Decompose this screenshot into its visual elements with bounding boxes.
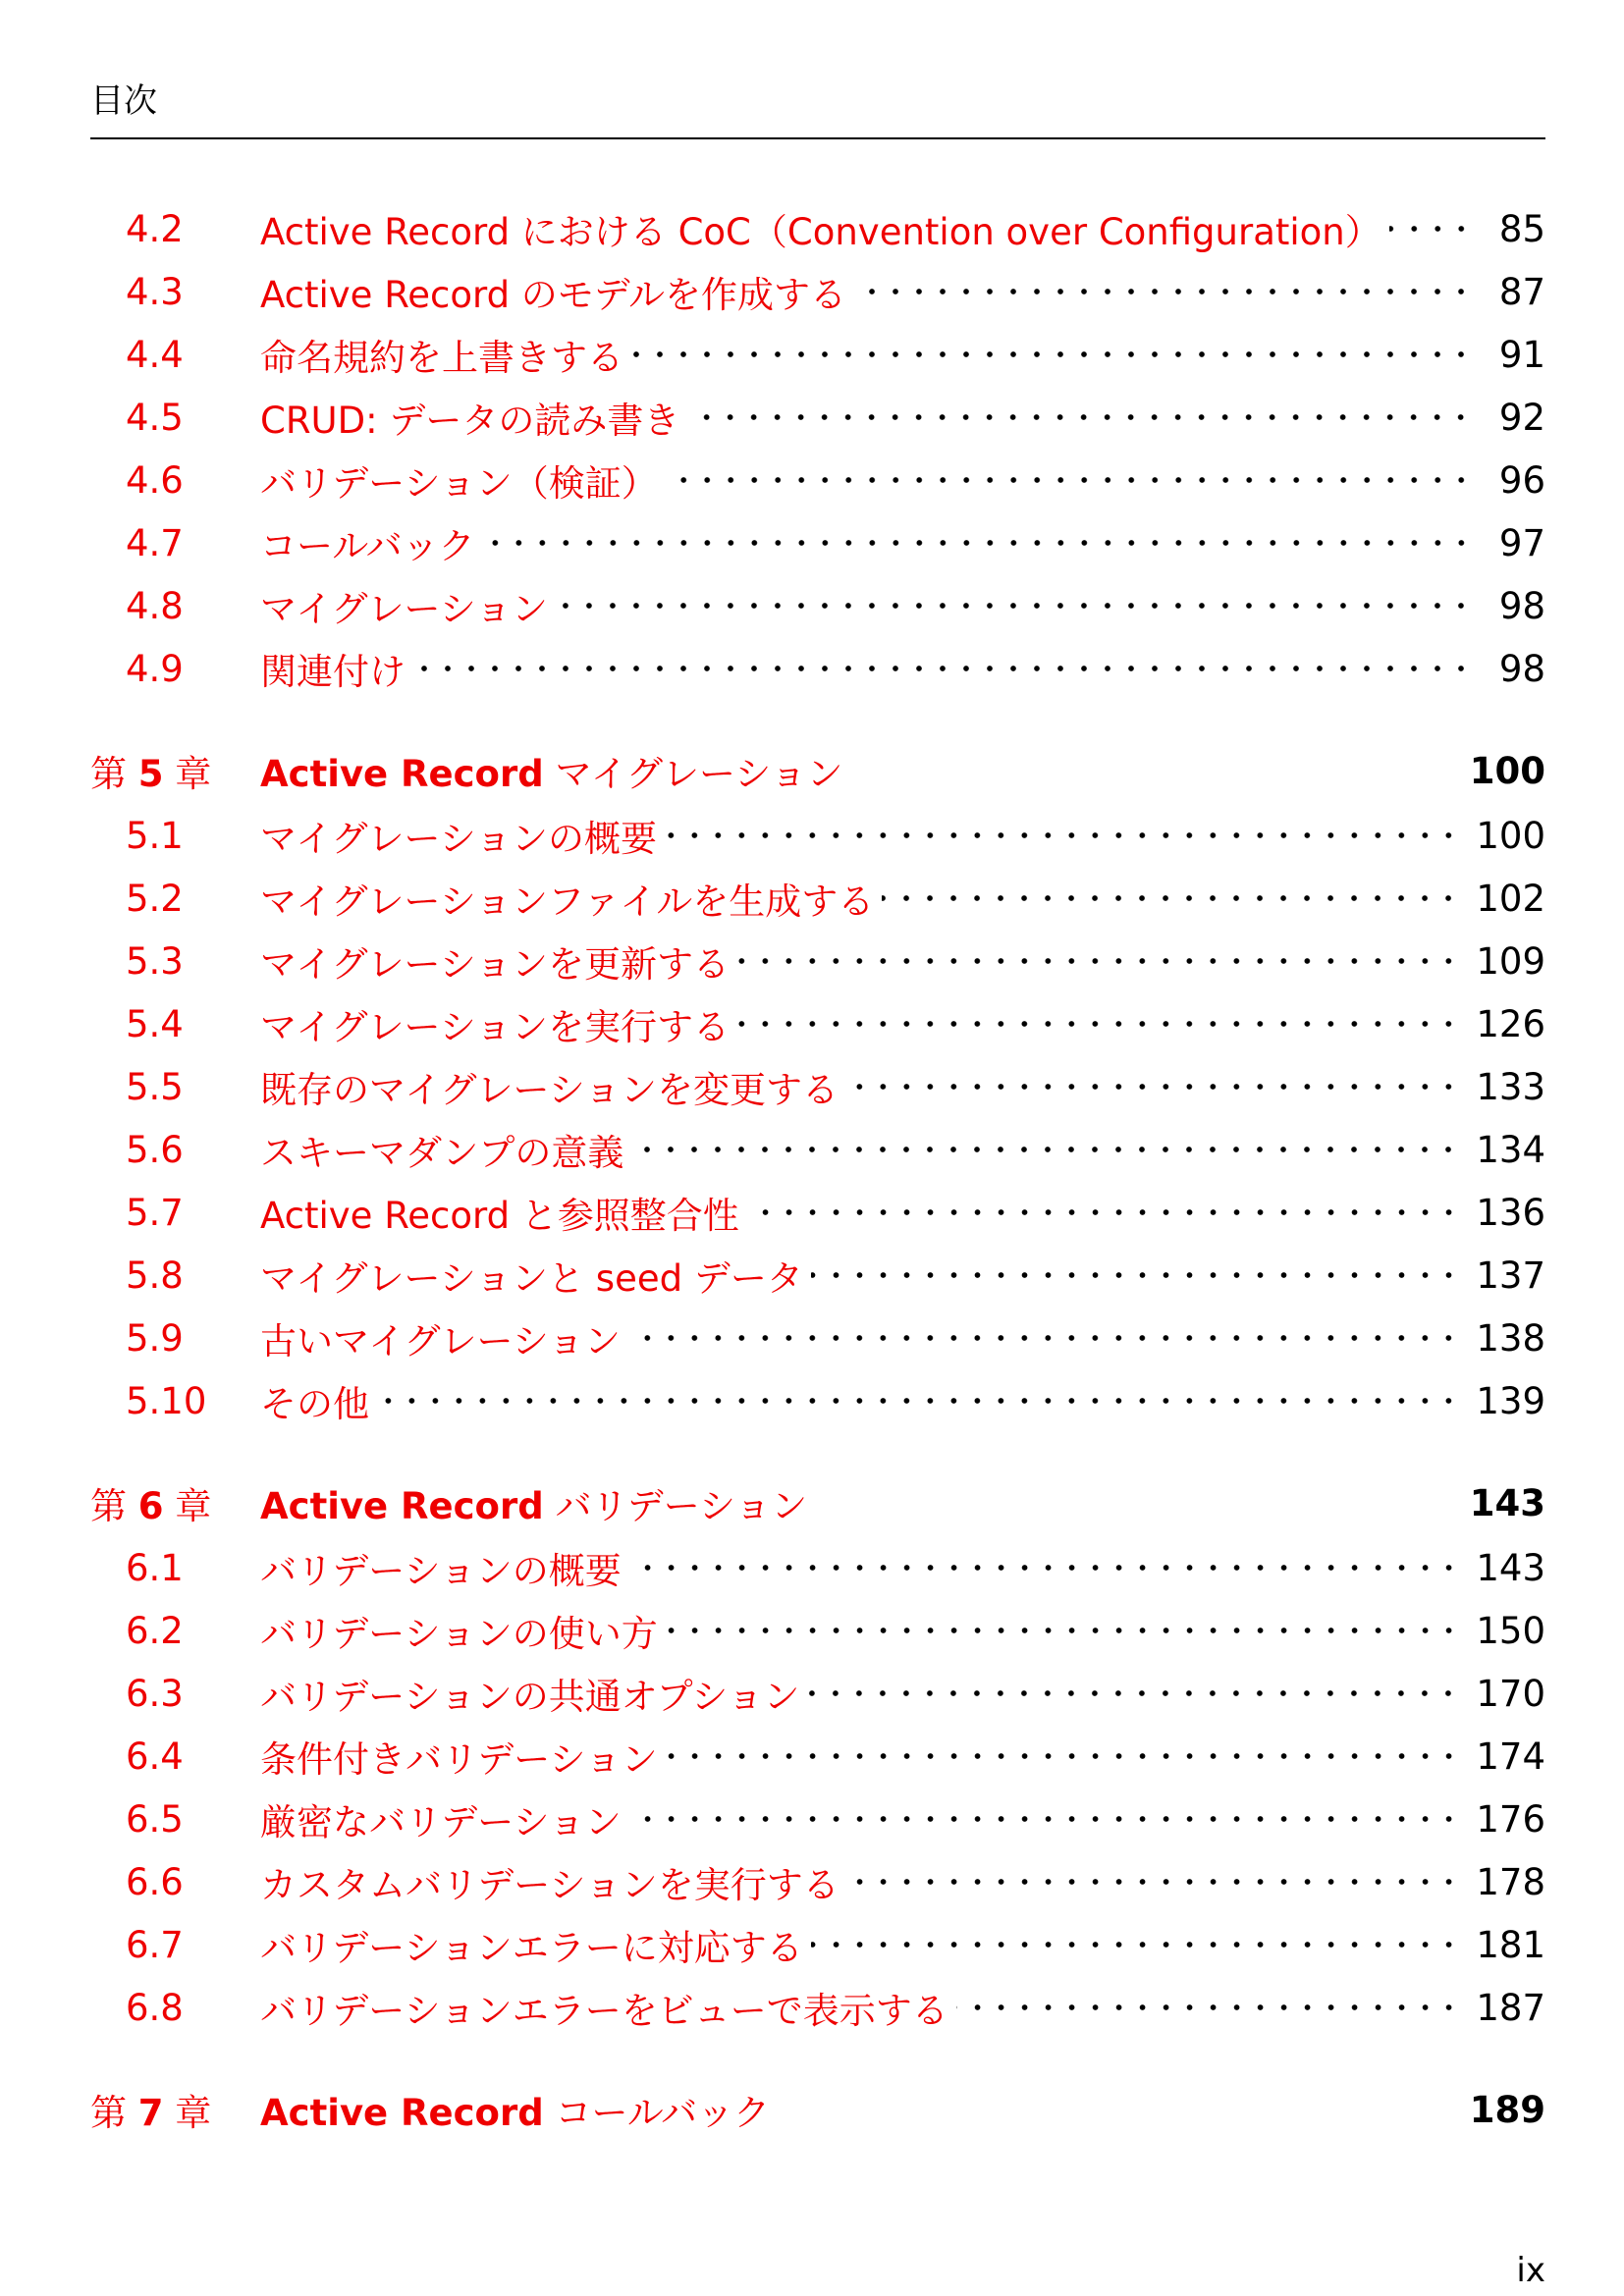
- toc-section-entry[interactable]: [90, 1606, 1545, 1655]
- toc-section-entry[interactable]: [90, 1062, 1545, 1111]
- toc-section-number: 6.1: [126, 1546, 184, 1589]
- chapter-title-rest: マイグレーション: [543, 753, 843, 795]
- toc-section-entry[interactable]: [90, 267, 1545, 316]
- chapter-title-bold: Active Record: [260, 1485, 544, 1527]
- toc-section-entry[interactable]: [90, 393, 1545, 442]
- toc-section-title: マイグレーションと seed データ: [260, 1257, 803, 1300]
- toc-section-number: 5.5: [126, 1065, 184, 1108]
- chapter-prefix: 第: [90, 2092, 138, 2134]
- toc-section-title: バリデーションの共通オプション: [260, 1676, 800, 1718]
- chapter-num: 7: [137, 2092, 164, 2134]
- toc-section-number: 4.4: [126, 333, 184, 376]
- dot-leader: [631, 1125, 1464, 1174]
- toc-page-number: 96: [1498, 458, 1545, 502]
- dot-leader: [483, 518, 1477, 567]
- toc-page-number: 138: [1476, 1316, 1545, 1360]
- chapter-title-rest: バリデーション: [543, 1485, 808, 1527]
- toc-chapter-title: [260, 744, 843, 797]
- toc-section-number: 4.9: [126, 647, 184, 690]
- toc-section-title: 関連付け: [260, 651, 406, 693]
- chapter-num: 6: [137, 1485, 164, 1527]
- toc-section-title: Active Record のモデルを作成する: [260, 274, 846, 316]
- toc-section-title: 既存のマイグレーションを変更する: [260, 1069, 839, 1111]
- toc-section-title: バリデーションの概要: [260, 1550, 622, 1592]
- toc-page-number: 181: [1476, 1923, 1545, 1966]
- chapter-title-bold: Active Record: [260, 753, 544, 795]
- toc-chapter-entry[interactable]: [90, 1478, 1545, 1527]
- page-number: ix: [1516, 2251, 1545, 2290]
- toc-section-entry[interactable]: [90, 330, 1545, 379]
- toc-page-number: 143: [1469, 1481, 1545, 1524]
- toc-page-number: 98: [1498, 647, 1545, 690]
- toc-section-number: 5.8: [126, 1254, 184, 1297]
- toc-page-number: 100: [1469, 749, 1545, 792]
- toc-section-title: 古いマイグレーション: [260, 1320, 622, 1362]
- toc-chapter-title: [260, 2083, 770, 2136]
- toc-page-number: 109: [1476, 939, 1545, 983]
- toc-section-title: 条件付きバリデーション: [260, 1738, 658, 1781]
- dot-leader: [811, 1920, 1465, 1969]
- toc-page-number: 174: [1476, 1735, 1545, 1778]
- toc-page-number: 143: [1476, 1546, 1545, 1589]
- toc-section-title: 命名規約を上書きする: [260, 337, 623, 379]
- toc-section-entry[interactable]: [90, 204, 1545, 253]
- toc-section-entry[interactable]: [90, 1313, 1545, 1362]
- toc-section-number: 5.4: [126, 1002, 184, 1045]
- toc-section-title: マイグレーションの概要: [260, 818, 658, 860]
- dot-leader: [737, 999, 1464, 1048]
- running-header: [90, 77, 1545, 139]
- toc-page-number: 137: [1476, 1254, 1545, 1297]
- chapter-suffix: 章: [163, 753, 212, 795]
- toc-section-number: 5.7: [126, 1191, 184, 1234]
- toc-section-entry[interactable]: [90, 1794, 1545, 1843]
- dot-leader: [747, 1188, 1465, 1237]
- header-title: 目次: [90, 81, 157, 121]
- dot-leader: [666, 455, 1477, 505]
- toc-chapter-entry[interactable]: [90, 2085, 1545, 2134]
- toc-section-number: 4.3: [126, 270, 184, 313]
- toc-section-number: 5.2: [126, 877, 184, 920]
- toc-chapter-number: [90, 1476, 260, 1529]
- chapter-title-rest: コールバック: [543, 2092, 771, 2134]
- dot-leader: [631, 330, 1477, 379]
- dot-leader: [556, 581, 1477, 630]
- toc-page-number: 187: [1476, 1986, 1545, 2029]
- toc-page-number: 92: [1498, 396, 1545, 439]
- toc-section-entry[interactable]: [90, 1732, 1545, 1781]
- toc-section-title: その他: [260, 1383, 369, 1425]
- toc-section-entry[interactable]: [90, 644, 1545, 693]
- toc-page-number: 133: [1476, 1065, 1545, 1108]
- dot-leader: [847, 1857, 1465, 1906]
- toc-page-number: 178: [1476, 1860, 1545, 1903]
- toc-page-number: 139: [1476, 1379, 1545, 1422]
- toc-chapter-title: [260, 1476, 807, 1529]
- toc-page-number: 136: [1476, 1191, 1545, 1234]
- chapter-suffix: 章: [163, 1485, 212, 1527]
- toc-page-number: 189: [1469, 2088, 1545, 2131]
- toc-section-entry[interactable]: [90, 1376, 1545, 1425]
- dot-leader: [666, 1732, 1465, 1781]
- dot-leader: [956, 1983, 1465, 2032]
- dot-leader: [737, 936, 1464, 986]
- toc-section-entry[interactable]: [90, 874, 1545, 923]
- toc-section-entry[interactable]: [90, 811, 1545, 860]
- toc-section-title: バリデーションエラーに対応する: [260, 1927, 803, 1969]
- dot-leader: [665, 811, 1464, 860]
- toc-section-number: 4.7: [126, 521, 184, 564]
- toc-section-number: 4.6: [126, 458, 184, 502]
- toc-section-title: マイグレーションを更新する: [260, 943, 731, 986]
- toc-chapter-entry[interactable]: [90, 746, 1545, 795]
- toc-section-number: 4.8: [126, 584, 184, 627]
- dot-leader: [846, 1062, 1464, 1111]
- toc-section-title: CRUD: データの読み書き: [260, 400, 680, 442]
- toc-page-number: 176: [1476, 1797, 1545, 1841]
- toc-section-number: 6.3: [126, 1672, 184, 1715]
- toc-section-title: スキーマダンプの意義: [260, 1132, 624, 1174]
- toc-section-entry[interactable]: [90, 581, 1545, 630]
- chapter-suffix: 章: [163, 2092, 212, 2134]
- dot-leader: [628, 1313, 1464, 1362]
- dot-leader: [629, 1543, 1465, 1592]
- toc-section-number: 6.6: [126, 1860, 184, 1903]
- toc-section-title: バリデーションの使い方: [260, 1613, 658, 1655]
- toc-section-number: 4.2: [126, 207, 184, 250]
- toc-page-number: 170: [1476, 1672, 1545, 1715]
- toc-page-number: 85: [1498, 207, 1545, 250]
- toc-section-number: 6.7: [126, 1923, 184, 1966]
- toc-chapter-number: [90, 744, 260, 797]
- dot-leader: [882, 874, 1464, 923]
- dot-leader: [377, 1376, 1464, 1425]
- toc-section-title: 厳密なバリデーション: [260, 1801, 622, 1843]
- toc-section-number: 6.8: [126, 1986, 184, 2029]
- toc-section-entry[interactable]: [90, 1251, 1545, 1300]
- chapter-prefix: 第: [90, 753, 138, 795]
- toc-section-entry[interactable]: [90, 1125, 1545, 1174]
- toc-section-title: バリデーション（検証）: [260, 462, 658, 505]
- toc-section-title: マイグレーションファイルを生成する: [260, 881, 875, 923]
- toc-section-entry[interactable]: [90, 936, 1545, 986]
- toc-chapter-number: [90, 2083, 260, 2136]
- toc-section-entry[interactable]: [90, 1920, 1545, 1969]
- toc-section-title: Active Record と参照整合性: [260, 1195, 739, 1237]
- dot-leader: [413, 644, 1477, 693]
- dot-leader: [811, 1251, 1465, 1300]
- chapter-num: 5: [137, 753, 164, 795]
- toc-section-number: 6.2: [126, 1609, 184, 1652]
- toc-page-number: 102: [1476, 877, 1545, 920]
- toc-page-number: 87: [1498, 270, 1545, 313]
- toc-section-title: バリデーションエラーをビューで表示する: [260, 1990, 948, 2032]
- chapter-prefix: 第: [90, 1485, 138, 1527]
- toc-section-title: コールバック: [260, 525, 475, 567]
- toc-page-number: 98: [1498, 584, 1545, 627]
- toc-section-entry[interactable]: [90, 1669, 1545, 1718]
- dot-leader: [687, 393, 1477, 442]
- dot-leader: [1389, 204, 1477, 253]
- toc-page-number: 97: [1498, 521, 1545, 564]
- toc-section-number: 5.10: [126, 1379, 207, 1422]
- toc-section-entry[interactable]: [90, 1188, 1545, 1237]
- toc-section-entry[interactable]: [90, 518, 1545, 567]
- toc-page-number: 126: [1476, 1002, 1545, 1045]
- toc-section-title: Active Record における CoC（Convention over Configuration）: [260, 211, 1381, 253]
- toc-section-number: 5.3: [126, 939, 184, 983]
- toc-section-entry[interactable]: [90, 999, 1545, 1048]
- toc-section-number: 6.5: [126, 1797, 184, 1841]
- toc-section-entry[interactable]: [90, 1543, 1545, 1592]
- dot-leader: [807, 1669, 1464, 1718]
- dot-leader: [666, 1606, 1465, 1655]
- toc-section-entry[interactable]: [90, 1983, 1545, 2032]
- toc-page-number: 91: [1498, 333, 1545, 376]
- toc-section-number: 4.5: [126, 396, 184, 439]
- toc-section-title: マイグレーション: [260, 588, 549, 630]
- toc-section-number: 5.1: [126, 814, 184, 857]
- dot-leader: [854, 267, 1477, 316]
- toc-page-number: 134: [1476, 1128, 1545, 1171]
- toc-section-title: マイグレーションを実行する: [260, 1006, 731, 1048]
- toc-page-number: 150: [1476, 1609, 1545, 1652]
- toc-section-entry[interactable]: [90, 455, 1545, 505]
- toc-page-number: 100: [1476, 814, 1545, 857]
- toc-section-entry[interactable]: [90, 1857, 1545, 1906]
- toc-section-number: 6.4: [126, 1735, 184, 1778]
- toc-section-number: 5.9: [126, 1316, 184, 1360]
- chapter-title-bold: Active Record: [260, 2092, 544, 2134]
- toc-section-number: 5.6: [126, 1128, 184, 1171]
- dot-leader: [629, 1794, 1465, 1843]
- toc-section-title: カスタムバリデーションを実行する: [260, 1864, 839, 1906]
